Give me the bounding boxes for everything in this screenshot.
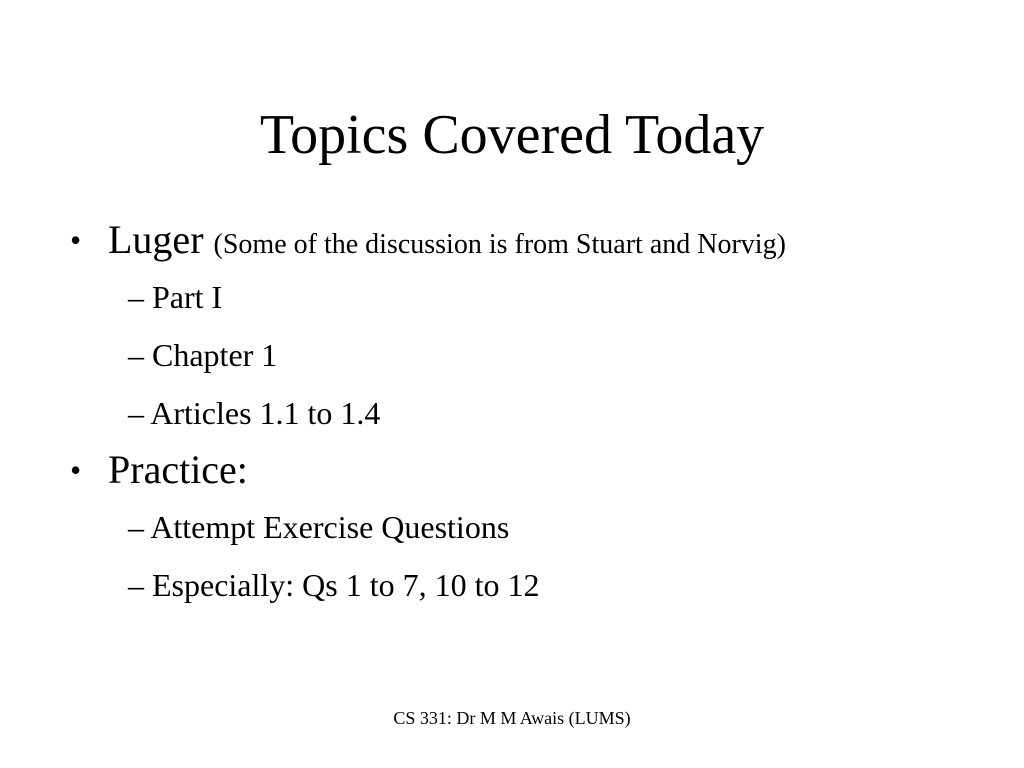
subitem-text: Especially: Qs 1 to 7, 10 to 12: [152, 567, 540, 603]
subitem-part-i: [70, 268, 990, 326]
bullet-item-luger: [70, 212, 990, 268]
subitem-chapter-1: [70, 326, 990, 384]
subitem-especially: [70, 556, 990, 614]
subitem-text: Part I: [152, 279, 223, 315]
subitem-text: Articles 1.1 to 1.4: [150, 395, 381, 431]
slide-title: Topics Covered Today: [259, 104, 765, 166]
dash-icon: –: [128, 509, 151, 545]
subitem-text: Chapter 1: [152, 337, 278, 373]
bullet-icon: •: [70, 452, 82, 488]
subitem-articles: [70, 384, 990, 442]
dash-icon: –: [128, 279, 152, 315]
bullet-item-practice: [70, 442, 990, 498]
bullet-text: Practice:: [108, 447, 248, 492]
subitem-text: Attempt Exercise Questions: [150, 509, 510, 545]
dash-icon: –: [128, 395, 151, 431]
subitem-attempt-exercises: [70, 498, 990, 556]
bullet-text: Luger: [108, 217, 204, 262]
bullet-icon: •: [70, 222, 82, 258]
dash-icon: –: [128, 337, 152, 373]
bullet-list: [70, 212, 990, 614]
dash-icon: –: [128, 567, 152, 603]
slide-footer: CS 331: Dr M M Awais (LUMS): [393, 708, 631, 728]
bullet-note: (Some of the discussion is from Stuart and Norvig): [213, 229, 786, 260]
